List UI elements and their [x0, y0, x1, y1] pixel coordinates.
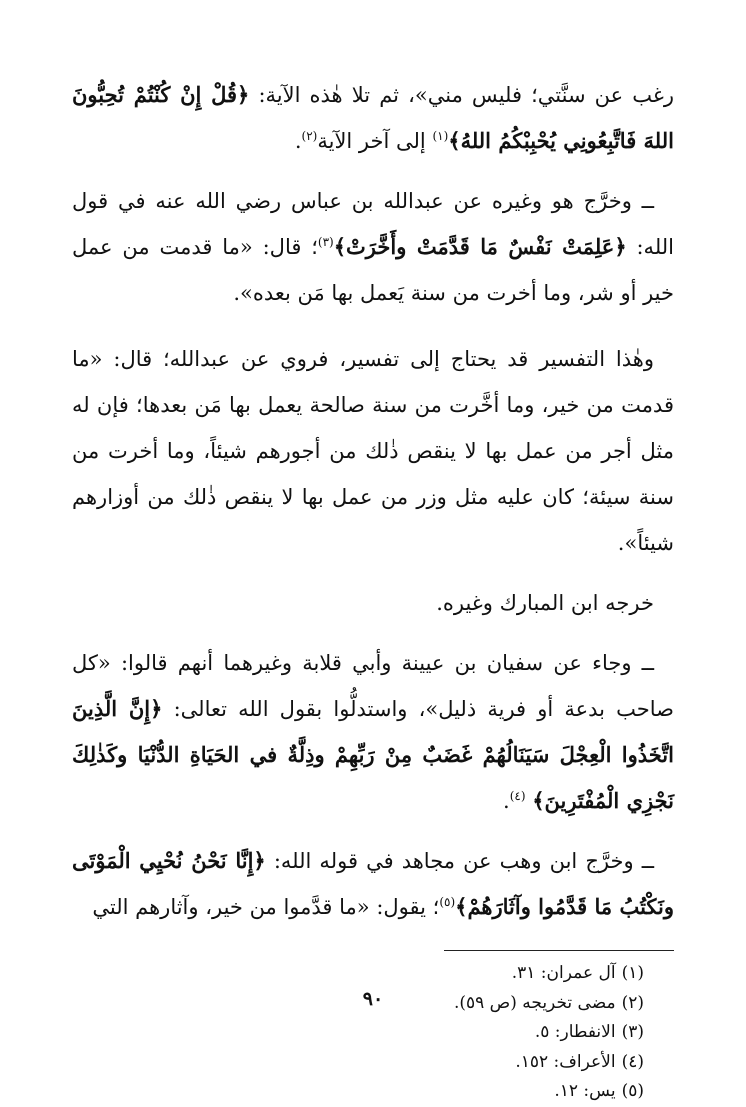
- quran-verse: ﴿قُلْ إِنْ كُنْتُمْ تُحِبُّونَ اللهَ فَاتَّبِعُونِي يُحْبِبْكُمُ اللهُ﴾: [72, 82, 674, 153]
- footnote-ref: (٤): [509, 789, 526, 803]
- paragraph-1: [72, 72, 674, 164]
- footnote-text: مضى تخريجه (ص ٥٩).: [453, 992, 616, 1013]
- text-run: خرجه ابن المبارك وغيره.: [436, 591, 654, 615]
- text-run: إلى آخر الآية: [317, 129, 433, 153]
- footnote-1: [72, 959, 644, 989]
- footnote-number: (٥): [621, 1081, 644, 1101]
- footnote-ref: (١): [432, 129, 449, 143]
- footnote-number: (١): [621, 963, 644, 983]
- footnote-3: [72, 1018, 644, 1048]
- footnote-text: الانفطار: ٥.: [534, 1022, 616, 1042]
- footnote-number: (٣): [621, 1022, 644, 1042]
- text-run: ــ وخرَّج ابن وهب عن مجاهد في قوله الله:: [265, 849, 654, 873]
- footnote-text: الأعراف: ١٥٢.: [515, 1051, 616, 1072]
- text-run: رغب عن سنَّتي؛ فليس مني»، ثم تلا هٰذه الآية:: [249, 83, 675, 107]
- text-run: وهٰذا التفسير قد يحتاج إلى تفسير، فروي عن عبدالله؛ قال: «ما قدمت من خير، وما أخَّرت من سنة صالحة يعمل بها مَن بعدها؛ فإن له مثل أجر من عمل بها لا ينقص ذٰلك من أجورهم شيئاً، وما أخرت من سنة سيئة؛ كان عليه مثل وزر من عمل بها لا ينقص ذٰلك من أوزارهم شيئاً».: [72, 347, 674, 555]
- text-run: .: [294, 129, 302, 153]
- footnote-number: (٤): [621, 1051, 644, 1072]
- footnote-separator: [444, 950, 674, 951]
- paragraph-6: [72, 838, 674, 930]
- paragraph-3: [72, 336, 674, 566]
- footnote-ref: (٢): [301, 129, 318, 143]
- quran-verse: ﴿إِنَّا نَحْنُ نُحْيِي الْمَوْتَى ونَكْتُبُ مَا قَدَّمُوا وآثَارَهُمْ﴾: [72, 848, 674, 919]
- text-run: ــ وجاء عن سفيان بن عيينة وأبي قلابة وغيرهما أنهم قالوا: «كل صاحب بدعة أو فرية ذليل»، واستدلُّوا بقول الله تعالى:: [72, 651, 674, 721]
- paragraph-2: [72, 178, 674, 316]
- page-number: ٩٠: [362, 988, 384, 1010]
- footnotes: [72, 959, 674, 1107]
- paragraph-4: [72, 580, 674, 626]
- footnote-5: [72, 1077, 644, 1107]
- body-text: [72, 72, 674, 930]
- paragraph-5: [72, 640, 674, 824]
- quran-verse: ﴿عَلِمَتْ نَفْسٌ مَا قَدَّمَتْ وأَخَّرَتْ﴾: [333, 234, 627, 259]
- footnote-text: آل عمران: ٣١.: [511, 963, 616, 983]
- text-run: ــ وخرَّج هو وغيره عن عبدالله بن عباس رضي الله عنه في قول الله:: [72, 189, 675, 259]
- footnote-text: يس: ١٢.: [554, 1081, 616, 1101]
- footnote-number: (٢): [621, 992, 644, 1013]
- quran-verse: ﴿إِنَّ الَّذِينَ اتَّخَذُوا الْعِجْلَ سَيَنَالُهُمْ غَضَبٌ مِنْ رَبِّهِمْ وذِلَّةٌ في الحَيَاةِ الدُّنْيَا وكَذٰلِكَ نَجْزِي الْمُفْتَرِينَ﴾: [72, 696, 674, 813]
- footnote-ref: (٣): [317, 235, 334, 249]
- footnote-4: [72, 1048, 644, 1078]
- text-run: .: [503, 789, 510, 813]
- text-run: ؛ قال: «ما قدمت من عمل خير أو شر، وما أخرت من سنة يَعمل بها مَن بعده».: [72, 235, 674, 305]
- text-run: ؛ يقول: «ما قدَّموا من خير، وآثارهم التي: [92, 895, 440, 919]
- footnote-ref: (٥): [439, 895, 456, 909]
